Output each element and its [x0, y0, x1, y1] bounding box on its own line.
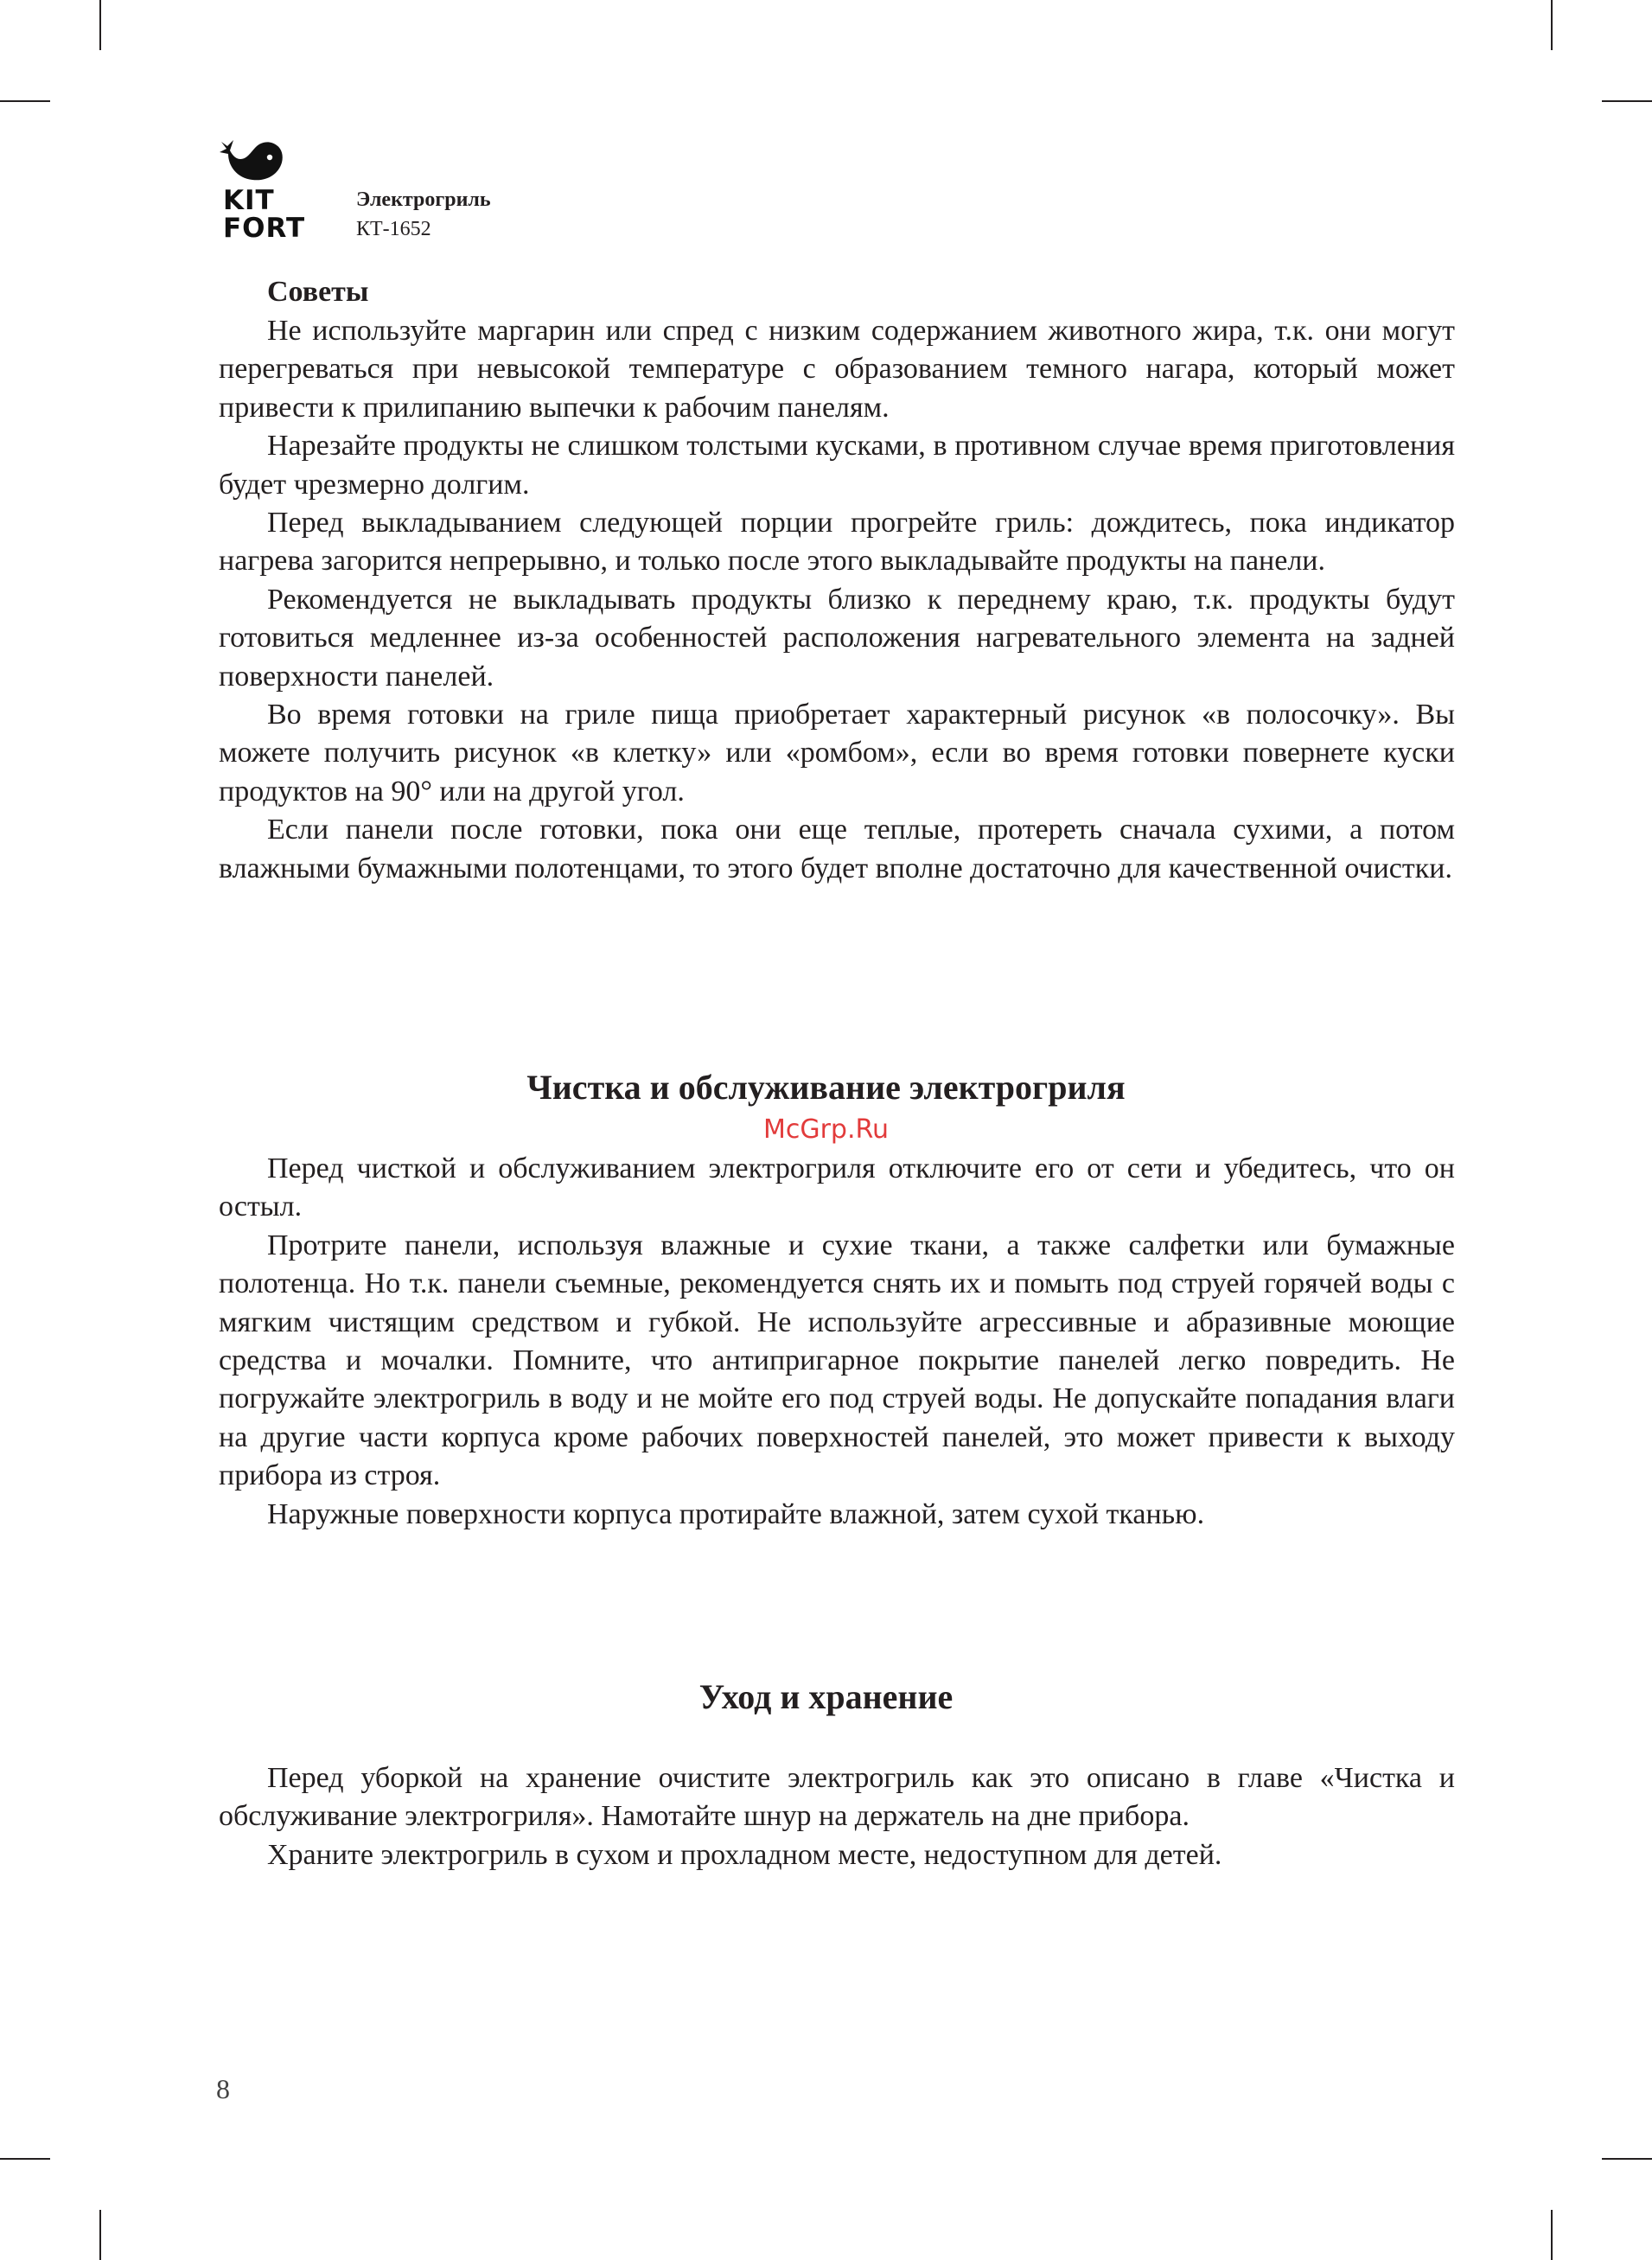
product-model: КТ-1652: [356, 218, 431, 240]
tips-paragraph: Рекомендуется не выкладывать продукты близко к переднему краю, т.к. продукты будут готовиться медленнее из-за особенностей расположения нагревательного элемента на задней поверхности панелей.: [219, 583, 1455, 693]
cleaning-body: [219, 1150, 1455, 1534]
crop-mark-bottom-left: [99, 2210, 101, 2260]
crop-mark-bottom-left-h: [0, 2158, 50, 2160]
page-number: 8: [216, 2073, 230, 2104]
tips-paragraph: Нарезайте продукты не слишком толстыми кусками, в противном случае время приготовления будет чрезмерно долгим.: [219, 430, 1455, 501]
crop-mark-top-left: [99, 0, 101, 50]
cleaning-paragraph: Протрите панели, используя влажные и сухие ткани, а также салфетки или бумажные полотенца. Но т.к. панели съемные, рекомендуется снять их и помыть под струей горячей воды с мягким чистящим средством и губкой. Не используйте агрессивные и абразивные моющие средства и мочалки. Помните, что антипригарное покрытие панелей легко повредить. Не погружайте электрогриль в воду и не мойте его под струей воды. Не допускайте попадания влаги на другие части корпуса кроме рабочих поверхностей панелей, это может привести к выходу прибора из строя.: [219, 1229, 1455, 1492]
kitfort-logo: [214, 137, 335, 244]
storage-heading: Уход и хранение: [698, 1677, 954, 1716]
crop-mark-top-left-h: [0, 100, 50, 102]
crop-mark-top-right: [1551, 0, 1553, 50]
crop-mark-bottom-right-h: [1602, 2158, 1652, 2160]
storage-paragraph: Перед уборкой на хранение очистите электрогриль как это описано в главе «Чистка и обслуживание электрогриля». Намотайте шнур на держатель на дне прибора.: [219, 1762, 1455, 1833]
brand-name: [223, 187, 305, 242]
tips-paragraph: Во время готовки на гриле пища приобретает характерный рисунок «в полосочку». Вы можете получить рисунок «в клетку» или «ромбом», если во время готовки повернете куски продуктов на 90° или на другой угол.: [219, 699, 1455, 808]
brand-line-1: KIT: [223, 185, 275, 216]
crop-mark-top-right-h: [1602, 100, 1652, 102]
storage-paragraph: Храните электрогриль в сухом и прохладном месте, недоступном для детей.: [267, 1838, 1222, 1871]
header-product: [356, 185, 491, 244]
crop-mark-bottom-right: [1551, 2210, 1553, 2260]
cleaning-paragraph: Наружные поверхности корпуса протирайте влажной, затем сухой тканью.: [267, 1497, 1205, 1530]
watermark-text: McGrp.Ru: [762, 1114, 890, 1145]
storage-body: [219, 1759, 1455, 1874]
tips-paragraph: Если панели после готовки, пока они еще теплые, протереть сначала сухими, а потом влажными бумажными полотенцами, то этого будет вполне достаточно для качественной очистки.: [219, 814, 1455, 884]
whale-icon: [216, 137, 285, 187]
brand-line-2: FORT: [223, 213, 306, 244]
product-name: Электрогриль: [356, 188, 491, 211]
tips-heading: Советы: [267, 276, 369, 308]
cleaning-heading: Чистка и обслуживание электрогриля: [526, 1068, 1126, 1107]
tips-paragraph: Перед выкладыванием следующей порции прогрейте гриль: дождитесь, пока индикатор нагрева загорится непрерывно, и только после этого выкладывайте продукты на панели.: [219, 507, 1455, 578]
cleaning-paragraph: Перед чисткой и обслуживанием электрогриля отключите его от сети и убедитесь, что он остыл.: [219, 1152, 1455, 1223]
tips-paragraph: Не используйте маргарин или спред с низким содержанием животного жира, т.к. они могут перегреваться при невысокой температуре с образованием темного нагара, который может привести к прилипанию выпечки к рабочим панелям.: [219, 315, 1455, 424]
tips-body: [219, 312, 1455, 888]
